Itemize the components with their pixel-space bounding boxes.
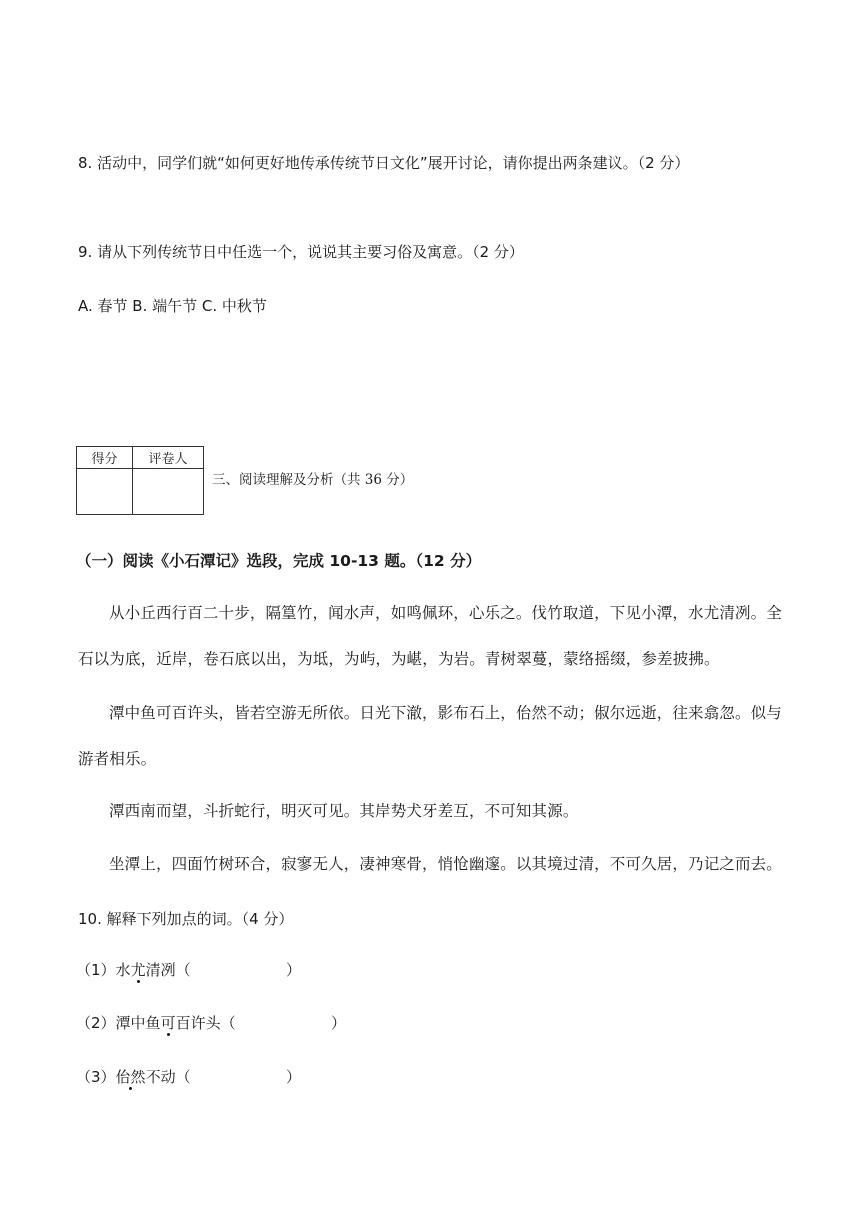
item-text: 水 bbox=[115, 961, 131, 979]
passage-paragraph-1: 从小丘西行百二十步，隔篁竹，闻水声，如鸣佩环，心乐之。伐竹取道，下见小潭，水尤清冽。全石以为底，近岸，卷石底以出，为坻，为屿，为嵁，为岩。青树翠蔓，蒙络摇缀，参差披拂。 bbox=[78, 604, 782, 668]
passage-paragraph-4: 坐潭上，四面竹树环合，寂寥无人，凄神寒骨，悄怆幽邃。以其境过清，不可久居，乃记之而去。 bbox=[109, 855, 782, 873]
grader-cell[interactable] bbox=[133, 469, 204, 515]
item-text: 潭中鱼 bbox=[115, 1014, 161, 1032]
section-3-title: 三、阅读理解及分析（共 36 分） bbox=[212, 472, 414, 488]
question-9-options: A. 春节 B. 端午节 C. 中秋节 bbox=[78, 297, 267, 315]
passage-paragraph-2: 潭中鱼可百许头，皆若空游无所依。日光下澈，影布石上，佁然不动；俶尔远逝，往来翕忽。似与游者相乐。 bbox=[78, 704, 782, 768]
dotted-word: 佁然 bbox=[115, 1068, 146, 1086]
dotted-word: 可 bbox=[160, 1014, 176, 1032]
part-1-title: （一）阅读《小石潭记》选段，完成 10-13 题。（12 分） bbox=[76, 552, 482, 570]
score-table bbox=[76, 446, 204, 515]
item-text: 清冽 bbox=[145, 961, 176, 979]
score-cell[interactable] bbox=[77, 469, 133, 515]
item-text: 百许头 bbox=[175, 1014, 221, 1032]
answer-blank[interactable]: （ ） bbox=[220, 1014, 346, 1032]
question-10-item-3 bbox=[76, 1067, 301, 1087]
question-10-title: 10. 解释下列加点的词。（4 分） bbox=[78, 910, 294, 928]
dotted-word: 尤 bbox=[130, 961, 146, 979]
question-10-item-1 bbox=[76, 960, 301, 980]
item-number: （1） bbox=[76, 961, 116, 979]
question-10-item-2 bbox=[76, 1013, 346, 1033]
question-9: 9. 请从下列传统节日中任选一个，说说其主要习俗及寓意。（2 分） bbox=[78, 243, 524, 261]
score-header: 得分 bbox=[77, 447, 133, 469]
item-number: （3） bbox=[76, 1068, 116, 1086]
passage-paragraph-3: 潭西南而望，斗折蛇行，明灭可见。其岸势犬牙差互，不可知其源。 bbox=[109, 802, 579, 820]
answer-blank[interactable]: （ ） bbox=[175, 1068, 301, 1086]
item-text: 不动 bbox=[145, 1068, 176, 1086]
question-8: 8. 活动中，同学们就“如何更好地传承传统节日文化”展开讨论，请你提出两条建议。（2 分） bbox=[78, 154, 690, 172]
answer-blank[interactable]: （ ） bbox=[175, 961, 301, 979]
item-number: （2） bbox=[76, 1014, 116, 1032]
grader-header: 评卷人 bbox=[133, 447, 204, 469]
